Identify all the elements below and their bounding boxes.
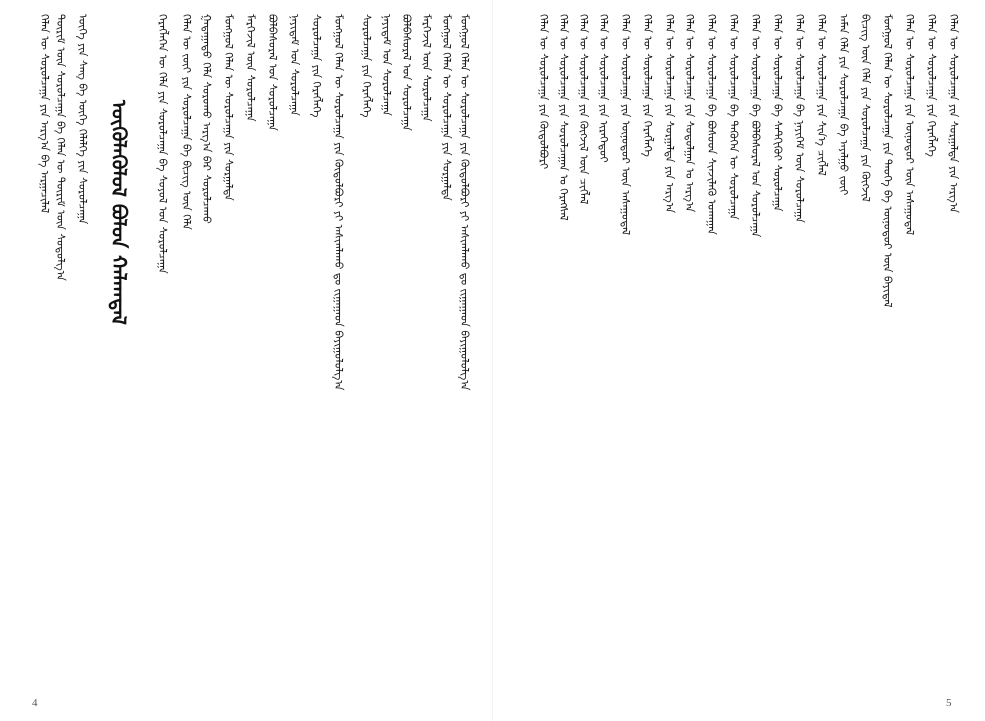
text-line: ᠬᠡᠯᠡᠨ ᠦ ᠰᠤᠷᠤᠯᠴᠠᠭᠠ ᠶᠢᠨ ᠥᠨᠥᠳᠦᠷ ᠦᠨ ᠠᠰᠠᠭᠤᠳᠠᠯ — [619, 14, 632, 236]
text-line: ᠭᠠᠳᠠᠭᠠᠳᠤ ᠬᠡᠯᠡ ᠰᠤᠷᠤᠬᠤ ᠠᠷᠭ᠎ᠠ ᠪᠠᠷ ᠰᠤᠷᠤᠯᠴᠠᠬᠤ — [200, 14, 213, 224]
list-item: ᠬᠡᠯᠡᠨ ᠦ ᠰᠤᠷᠤᠯᠴᠠᠭᠠ ᠶᠢᠨ ᠢᠷᠡᠭᠡᠳᠦᠢ — [597, 14, 610, 163]
text-line: ᠬᠡᠯᠡᠨ ᠦ ᠰᠤᠷᠤᠯᠴᠠᠭᠠ ᠪᠠ ᠰᠡᠲᠭᠢᠬᠦᠢ ᠰᠤᠷᠤᠯᠴᠠᠭᠠ — [771, 14, 784, 212]
left-page — [0, 0, 492, 721]
list-item: ᠮᠣᠩᠭᠣᠯ ᠬᠡᠯᠡᠨ ᠦ ᠰᠤᠷᠤᠯᠴᠠᠭᠠ ᠶᠢᠨ ᠬᠥᠲᠦᠯᠪᠦᠷᠢ ᠶᠢ ᠠᠰᠢᠭᠯᠠᠬᠤ ᠳᠤ ᠵᠢᠭᠠᠭᠠᠳ ᠪᠠᠶᠢᠭᠤᠯᠤᠯᠭ᠎ᠠ — [458, 14, 471, 391]
page-number: 5 — [946, 697, 952, 709]
list-item: ᠰᠤᠷᠤᠯᠴᠠᠭᠠ ᠶᠢᠨ ᠬᠡᠷᠡᠭᠯᠡᠭᠡ — [360, 14, 373, 118]
section-heading: ᠦᠭᠦᠯᠡᠭᠦᠯᠦᠯ ᠪᠤᠯᠤᠨ ᠬᠠᠯᠠᠭᠳᠠᠯ — [107, 100, 131, 325]
text-line: ᠪᠢᠴᠢᠭ ᠦᠨ ᠬᠡᠯᠡ ᠶᠢᠨ ᠰᠤᠷᠤᠯᠴᠠᠭᠠ ᠶᠢᠨ ᠬᠥᠭᠵᠢᠯ — [859, 14, 872, 202]
text-line: ᠨᠡᠶᠢᠳᠡᠮ ᠤᠨ ᠰᠤᠷᠤᠯᠴᠠᠭᠠ — [288, 14, 301, 116]
text-line: ᠬᠡᠯᠡᠨ ᠦ ᠰᠤᠷᠤᠯᠴᠠᠭᠠ ᠶᠢᠨ ᠰᠤᠳᠤᠯᠭᠠᠨ ᠤ ᠠᠷᠭ᠎ᠠ — [683, 14, 696, 213]
list-item: ᠬᠡᠯᠡᠨ ᠦ ᠰᠤᠷᠤᠯᠴᠠᠭᠠ ᠶᠢᠨ ᠬᠥᠲᠦᠯᠪᠦᠷᠢ — [537, 14, 550, 170]
text-line: ᠬᠡᠯᠡᠨ ᠦ ᠰᠤᠷᠤᠯᠴᠠᠭᠠ ᠶᠢᠨ ᠠᠷᠭ᠎ᠠ ᠪᠠ ᠠᠷᠭᠠᠴᠢᠯᠠᠯ — [38, 14, 51, 214]
text-line: ᠬᠡᠯᠡᠨ ᠦ ᠰᠤᠷᠤᠯᠴᠠᠭᠠ ᠪᠠ ᠲᠡᠭᠦᠬᠡᠨ ᠦ ᠰᠤᠷᠤᠯᠴᠠᠭᠠ — [727, 14, 740, 220]
list-item: ᠬᠡᠯᠡᠨ ᠦ ᠰᠤᠷᠤᠯᠴᠠᠭᠠ ᠶᠢᠨ ᠬᠥᠭᠵᠢᠯ ᠦᠨ ᠴᠢᠭᠯᠡᠯ — [577, 14, 590, 205]
text-line: ᠮᠣᠩᠭᠣᠯ ᠬᠡᠯᠡᠨ ᠦ ᠰᠤᠷᠤᠯᠴᠠᠭᠠ ᠶᠢᠨ ᠰᠤᠷᠭᠠᠯᠲᠠ — [222, 14, 235, 201]
text-line: ᠬᠡᠯᠡᠨ ᠦ ᠰᠤᠷᠤᠯᠴᠠᠭᠠ ᠶᠢᠨ ᠰᠤᠷᠭᠠᠯᠲᠠ ᠶᠢᠨ ᠠᠷᠭ᠎ᠠ — [663, 14, 676, 213]
text-line: ᠠᠮᠠᠨ ᠬᠡᠯᠡ ᠶᠢᠨ ᠰᠤᠷᠤᠯᠴᠠᠭᠠ ᠪᠠ ᠠᠶᠠᠯᠭᠤ ᠵᠦᠢ — [837, 14, 850, 196]
text-line: ᠮᠣᠩᠭᠣᠯ ᠬᠡᠯᠡᠨ ᠦ ᠰᠤᠷᠤᠯᠴᠠᠭᠠ ᠶᠢᠨ ᠲᠡᠦᠬᠡ ᠪᠠ ᠥᠨᠥᠳᠦᠷ ᠦᠨ ᠪᠠᠶᠢᠳᠠᠯ — [881, 14, 894, 308]
text-line: ᠬᠡᠯᠡᠨ ᠦ ᠰᠤᠷᠤᠯᠴᠠᠭᠠ ᠶᠢᠨ ᠰᠢᠨ᠎ᠡ ᠴᠢᠭᠯᠡᠯ — [815, 14, 828, 176]
text-line: ᠳᠦᠷᠢᠮ ᠦᠨ ᠰᠤᠷᠤᠯᠴᠠᠭᠠ ᠪᠠ ᠬᠡᠯᠡᠨ ᠦ ᠳᠦᠷᠢᠮ ᠦᠨ ᠰᠤᠳᠤᠯᠭ᠎ᠠ — [54, 14, 67, 281]
text-line: ᠪᠣᠯᠪᠠᠰᠤᠷᠠᠯ ᠤᠨ ᠰᠤᠷᠤᠯᠴᠠᠭᠠ — [266, 14, 279, 131]
text-line: ᠬᠡᠯᠡᠨ ᠦ ᠰᠤᠷᠤᠯᠴᠠᠭᠠ ᠪᠠ ᠪᠤᠰᠤᠳ ᠰᠢᠨᠵᠢᠯᠡᠬᠦ ᠤᠬᠠᠭᠠᠨ — [705, 14, 718, 235]
page-number: 4 — [32, 697, 38, 709]
text-line: ᠬᠡᠯᠡᠨ ᠦ ᠰᠤᠷᠤᠯᠴᠠᠭᠠ ᠶᠢᠨ ᠰᠤᠷᠭᠠᠯᠲᠠ ᠶᠢᠨ ᠠᠷᠭ᠎ᠠ — [947, 14, 960, 213]
text-line: ᠮᠡᠷᠭᠡᠵᠢᠯ ᠦᠨ ᠰᠤᠷᠤᠯᠴᠠᠭᠠ — [244, 14, 257, 122]
list-item: ᠪᠣᠯᠪᠠᠰᠤᠷᠠᠯ ᠤᠨ ᠰᠤᠷᠤᠯᠴᠠᠭᠠ — [400, 14, 413, 131]
text-line: ᠬᠡᠯᠡᠨ ᠦ ᠰᠤᠷᠤᠯᠴᠠᠭᠠ ᠪᠠ ᠪᠣᠯᠪᠠᠰᠤᠷᠠᠯ ᠤᠨ ᠰᠤᠷᠤᠯᠴᠠᠭᠠ — [749, 14, 762, 238]
text-line: ᠬᠡᠯᠡᠨ ᠦ ᠰᠤᠷᠤᠯᠴᠠᠭᠠ ᠶᠢᠨ ᠬᠡᠷᠡᠭᠯᠡᠭᠡ — [925, 14, 938, 157]
list-item: ᠮᠡᠷᠭᠡᠵᠢᠯ ᠦᠨ ᠰᠤᠷᠤᠯᠴᠠᠭᠠ — [420, 14, 433, 122]
text-line: ᠬᠡᠯᠡᠨ ᠦ ᠰᠤᠷᠤᠯᠴᠠᠭᠠ ᠶᠢᠨ ᠬᠡᠷᠡᠭᠯᠡᠭᠡ — [641, 14, 654, 157]
text-line: ᠦᠭᠡ ᠶᠢᠨ ᠰᠠᠩ ᠪᠠ ᠦᠭᠡ ᠬᠡᠯᠡᠯᠭᠡ ᠶᠢᠨ ᠰᠤᠷᠤᠯᠴᠠᠭᠠ — [76, 14, 89, 225]
text-line: ᠬᠡᠷᠡᠭᠯᠡᠭᠡᠨ ᠦ ᠬᠡᠯᠡ ᠶᠢᠨ ᠰᠤᠷᠤᠯᠴᠠᠭᠠ ᠪᠠ ᠰᠣᠶᠣᠯ ᠤᠨ ᠰᠤᠷᠤᠯᠴᠠᠭᠠ — [156, 14, 169, 274]
list-item: ᠨᠡᠶᠢᠳᠡᠮ ᠤᠨ ᠰᠤᠷᠤᠯᠴᠠᠭᠠ — [380, 14, 393, 116]
right-page — [493, 0, 985, 721]
list-item: ᠮᠣᠩᠭᠣᠯ ᠬᠡᠯᠡᠨ ᠦ ᠰᠤᠷᠤᠯᠴᠠᠭᠠ ᠶᠢᠨ ᠰᠤᠷᠭᠠᠯᠲᠠ — [440, 14, 453, 201]
list-item: ᠬᠡᠯᠡᠨ ᠦ ᠰᠤᠷᠤᠯᠴᠠᠭᠠ ᠶᠢᠨ ᠰᠤᠷᠤᠯᠴᠠᠭᠠᠨ ᠤ ᠬᠡᠷᠡᠭᠰᠡᠯ — [557, 14, 570, 221]
text-line: ᠮᠣᠩᠭᠣᠯ ᠬᠡᠯᠡᠨ ᠦ ᠰᠤᠷᠤᠯᠴᠠᠭᠠ ᠶᠢᠨ ᠬᠥᠲᠦᠯᠪᠦᠷᠢ ᠶᠢ ᠠᠰᠢᠭᠯᠠᠬᠤ ᠳᠤ ᠵᠢᠭᠠᠭᠠᠳ ᠪᠠᠶᠢᠭᠤᠯᠤᠯᠭ᠎ᠠ — [332, 14, 345, 391]
text-line: ᠬᠡᠯᠡᠨ ᠦ ᠵᠦᠢ ᠶᠢᠨ ᠰᠤᠷᠤᠯᠴᠠᠭᠠ ᠪᠠ ᠪᠢᠴᠢᠭ ᠦᠨ ᠬᠡᠯᠡ — [180, 14, 193, 230]
text-line: ᠬᠡᠯᠡᠨ ᠦ ᠰᠤᠷᠤᠯᠴᠠᠭᠠ ᠪᠠ ᠨᠡᠶᠢᠭᠡᠮ ᠦᠨ ᠰᠤᠷᠤᠯᠴᠠᠭᠠ — [793, 14, 806, 223]
text-line: ᠰᠤᠷᠤᠯᠴᠠᠭᠠ ᠶᠢᠨ ᠬᠡᠷᠡᠭᠯᠡᠭᠡ — [310, 14, 323, 118]
text-line: ᠬᠡᠯᠡᠨ ᠦ ᠰᠤᠷᠤᠯᠴᠠᠭᠠ ᠶᠢᠨ ᠥᠨᠥᠳᠦᠷ ᠦᠨ ᠠᠰᠠᠭᠤᠳᠠᠯ — [903, 14, 916, 236]
